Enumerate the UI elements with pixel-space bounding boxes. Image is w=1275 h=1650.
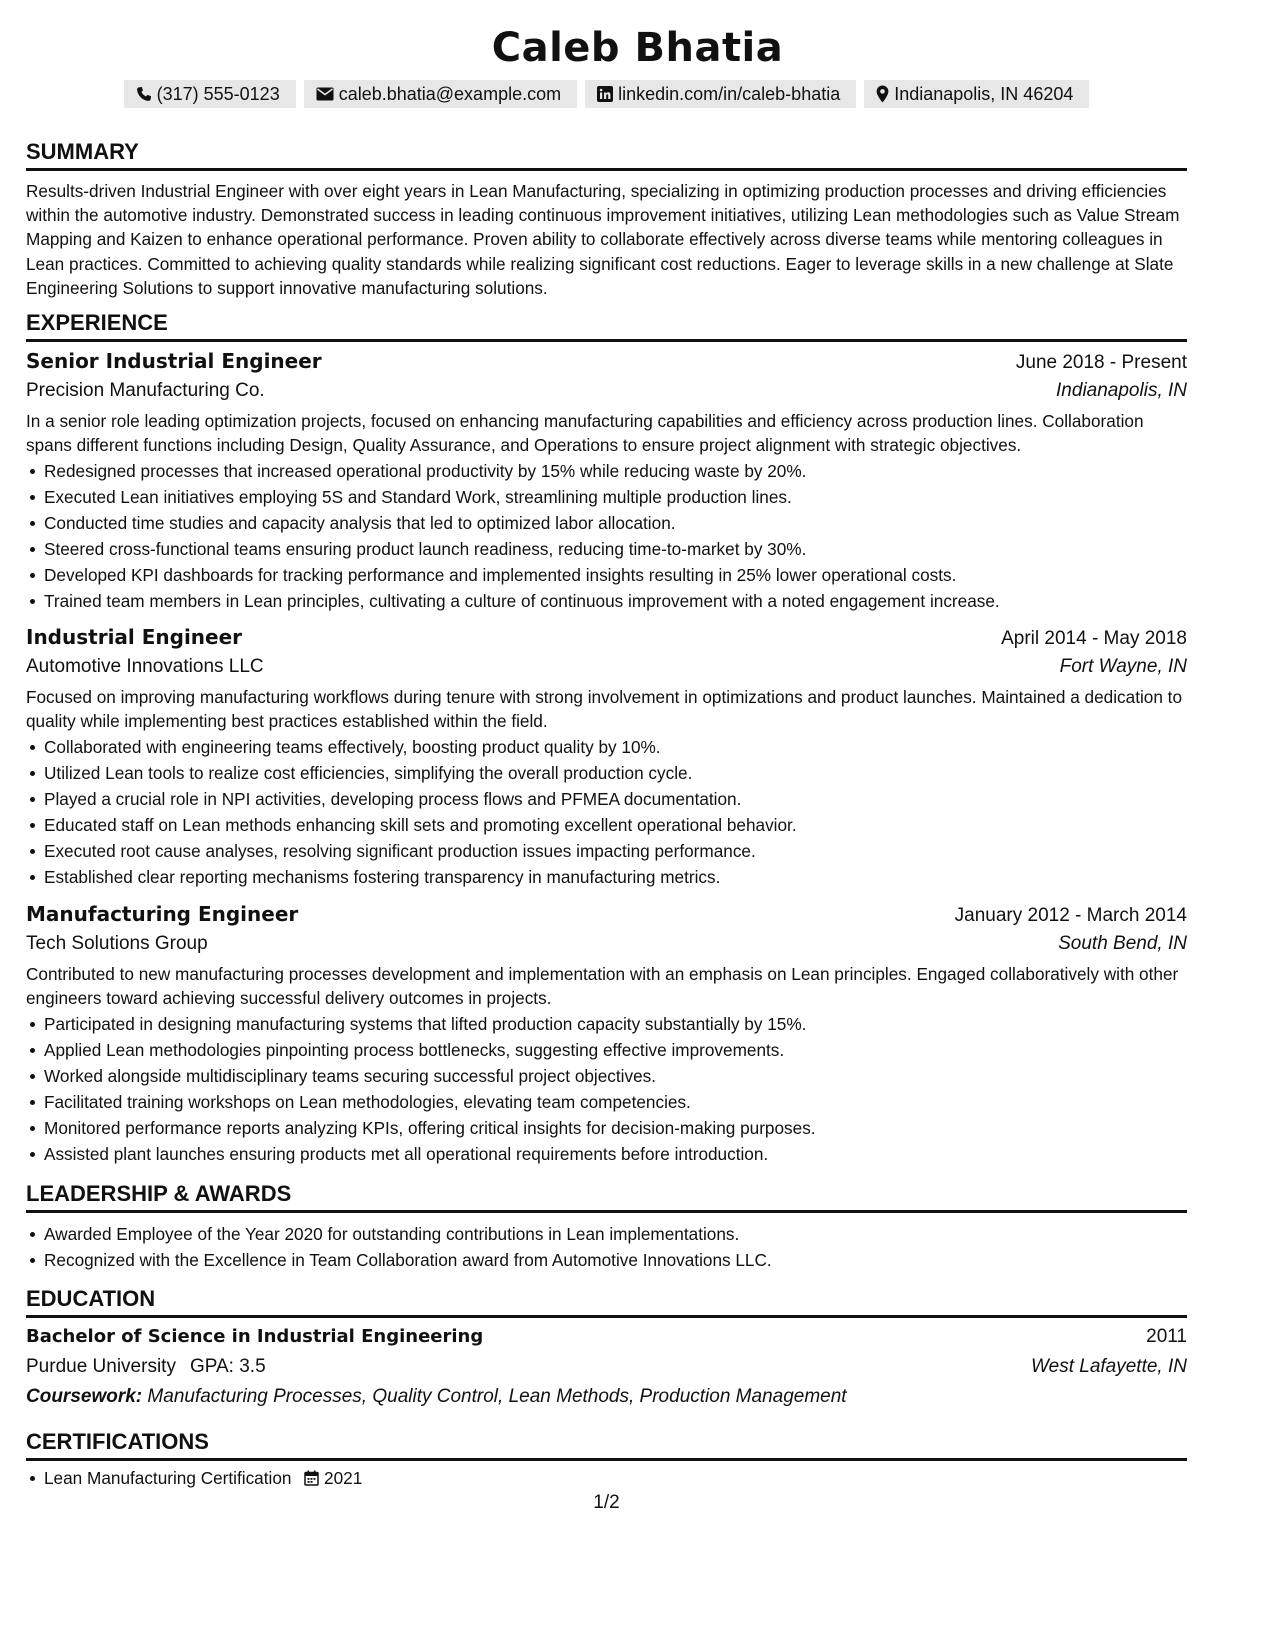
company-name: Tech Solutions Group bbox=[26, 933, 208, 954]
section-title-leadership: LEADERSHIP & AWARDS bbox=[26, 1181, 292, 1206]
school-line bbox=[26, 1352, 266, 1382]
coursework-label: Coursework: bbox=[26, 1386, 143, 1407]
gpa: GPA: 3.5 bbox=[189, 1356, 266, 1377]
degree-title: Bachelor of Science in Industrial Engineering bbox=[26, 1326, 484, 1347]
job-location: Fort Wayne, IN bbox=[1059, 656, 1187, 677]
job-title: Manufacturing Engineer bbox=[26, 902, 299, 926]
certification-year: 2021 bbox=[324, 1468, 363, 1488]
job-dates: June 2018 - Present bbox=[1015, 352, 1187, 373]
certifications-list bbox=[26, 1465, 1187, 1491]
job-entry bbox=[26, 899, 1187, 1167]
section-title-education: EDUCATION bbox=[26, 1286, 156, 1311]
school-location: West Lafayette, IN bbox=[1031, 1356, 1187, 1377]
envelope-icon bbox=[316, 87, 334, 101]
linkedin-icon bbox=[597, 86, 613, 102]
job-bullets bbox=[26, 734, 1187, 890]
job-dates: April 2014 - May 2018 bbox=[1001, 628, 1187, 649]
certifications-section bbox=[26, 1428, 1187, 1491]
job-bullets bbox=[26, 458, 1187, 614]
section-title-certifications: CERTIFICATIONS bbox=[26, 1429, 209, 1454]
list-item: Participated in designing manufacturing systems that lifted production capacity substantially by 15%. bbox=[44, 1011, 1187, 1037]
map-pin-icon bbox=[876, 85, 889, 103]
section-divider bbox=[26, 339, 1187, 342]
list-item: Trained team members in Lean principles, cultivating a culture of continuous improvement with a noted engagement increase. bbox=[44, 588, 1187, 614]
resume-page bbox=[26, 0, 1249, 1488]
certification-name: Lean Manufacturing Certification bbox=[44, 1468, 292, 1488]
education-section bbox=[26, 1285, 1187, 1412]
linkedin-chip[interactable] bbox=[585, 80, 856, 108]
candidate-name: Caleb Bhatia bbox=[491, 25, 784, 71]
list-item: Worked alongside multidisciplinary teams securing successful project objectives. bbox=[44, 1063, 1187, 1089]
job-description: In a senior role leading optimization projects, focused on enhancing manufacturing capabilities and efficiency across production lines. Collaboration spans different functions including Design, Quality Assurance, and Operations to ensure project alignment with strategic objectives. bbox=[26, 411, 1144, 455]
list-item: Educated staff on Lean methods enhancing skill sets and promoting excellent operational behavior. bbox=[44, 812, 1187, 838]
leadership-list bbox=[26, 1221, 1187, 1273]
list-item: Developed KPI dashboards for tracking performance and implemented insights resulting in 25% lower operational costs. bbox=[44, 562, 1187, 588]
phone-text: (317) 555-0123 bbox=[156, 84, 280, 104]
list-item: Utilized Lean tools to realize cost efficiencies, simplifying the overall production cycle. bbox=[44, 760, 1187, 786]
job-location: South Bend, IN bbox=[1058, 933, 1187, 954]
list-item bbox=[44, 1465, 1187, 1491]
email-chip[interactable] bbox=[304, 80, 577, 108]
location-chip bbox=[864, 80, 1089, 108]
list-item: Executed root cause analyses, resolving significant production issues impacting performance. bbox=[44, 838, 1187, 864]
list-item: Assisted plant launches ensuring products met all operational requirements before introduction. bbox=[44, 1141, 1187, 1167]
calendar-icon bbox=[304, 1467, 319, 1493]
section-title-summary: SUMMARY bbox=[26, 139, 139, 164]
location-text: Indianapolis, IN 46204 bbox=[894, 84, 1074, 104]
email-text: caleb.bhatia@example.com bbox=[338, 84, 562, 104]
section-divider bbox=[26, 1458, 1187, 1461]
job-description: Focused on improving manufacturing workflows during tenure with strong involvement in optimizations and product launches. Maintained a dedication to quality while implementing best practices established within the field. bbox=[26, 687, 1183, 731]
page-number: 1/2 bbox=[593, 1492, 620, 1513]
phone-chip[interactable] bbox=[124, 80, 296, 108]
job-description: Contributed to new manufacturing processes development and implementation with an emphasis on Lean principles. Engaged collaboratively with other engineers toward achieving successful delivery outcomes in projects. bbox=[26, 964, 1179, 1008]
list-item: Recognized with the Excellence in Team Collaboration award from Automotive Innovations LLC. bbox=[44, 1247, 1187, 1273]
leadership-section bbox=[26, 1180, 1187, 1273]
list-item: Facilitated training workshops on Lean methodologies, elevating team competencies. bbox=[44, 1089, 1187, 1115]
list-item: Executed Lean initiatives employing 5S and Standard Work, streamlining multiple production lines. bbox=[44, 484, 1187, 510]
coursework-line bbox=[26, 1382, 1187, 1412]
section-divider bbox=[26, 1210, 1187, 1213]
list-item: Played a crucial role in NPI activities, developing process flows and PFMEA documentation. bbox=[44, 786, 1187, 812]
section-divider bbox=[26, 168, 1187, 171]
section-title-experience: EXPERIENCE bbox=[26, 310, 168, 335]
linkedin-text: linkedin.com/in/caleb-bhatia bbox=[618, 84, 841, 104]
list-item: Applied Lean methodologies pinpointing process bottlenecks, suggesting effective improvements. bbox=[44, 1037, 1187, 1063]
job-title: Senior Industrial Engineer bbox=[26, 349, 322, 373]
list-item: Collaborated with engineering teams effectively, boosting product quality by 10%. bbox=[44, 734, 1187, 760]
experience-section bbox=[26, 309, 1187, 350]
list-item: Redesigned processes that increased operational productivity by 15% while reducing waste by 20%. bbox=[44, 458, 1187, 484]
job-dates: January 2012 - March 2014 bbox=[954, 905, 1187, 926]
list-item: Awarded Employee of the Year 2020 for outstanding contributions in Lean implementations. bbox=[44, 1221, 1187, 1247]
contact-bar bbox=[0, 80, 1213, 108]
list-item: Established clear reporting mechanisms fostering transparency in manufacturing metrics. bbox=[44, 864, 1187, 890]
coursework-list: Manufacturing Processes, Quality Control, Lean Methods, Production Management bbox=[147, 1386, 847, 1407]
phone-icon bbox=[136, 86, 152, 102]
section-divider bbox=[26, 1315, 1187, 1318]
company-name: Automotive Innovations LLC bbox=[26, 656, 264, 677]
job-entry bbox=[26, 622, 1187, 890]
list-item: Monitored performance reports analyzing KPIs, offering critical insights for decision-making purposes. bbox=[44, 1115, 1187, 1141]
job-title: Industrial Engineer bbox=[26, 625, 243, 649]
job-location: Indianapolis, IN bbox=[1056, 380, 1187, 401]
list-item: Conducted time studies and capacity analysis that led to optimized labor allocation. bbox=[44, 510, 1187, 536]
summary-text: Results-driven Industrial Engineer with over eight years in Lean Manufacturing, specializing in optimizing production processes and driving efficiencies within the automotive industry. Demonstrated success in leading continuous improvement initiatives, utilizing Lean methodologies such as Value Stream Mapping and Kaizen to enhance operational performance. Proven ability to collaborate effectively across diverse teams while mentoring colleagues in Lean practices. Committed to achieving quality standards while realizing significant cost reductions. Eager to leverage skills in a new challenge at Slate Engineering Solutions to support innovative manufacturing solutions. bbox=[26, 181, 1180, 298]
summary-section bbox=[26, 138, 1187, 300]
job-entry bbox=[26, 346, 1187, 614]
list-item: Steered cross-functional teams ensuring product launch readiness, reducing time-to-market by 30%. bbox=[44, 536, 1187, 562]
graduation-year: 2011 bbox=[1146, 1326, 1187, 1347]
company-name: Precision Manufacturing Co. bbox=[26, 380, 265, 401]
job-bullets bbox=[26, 1011, 1187, 1167]
school-name: Purdue University bbox=[26, 1356, 176, 1377]
